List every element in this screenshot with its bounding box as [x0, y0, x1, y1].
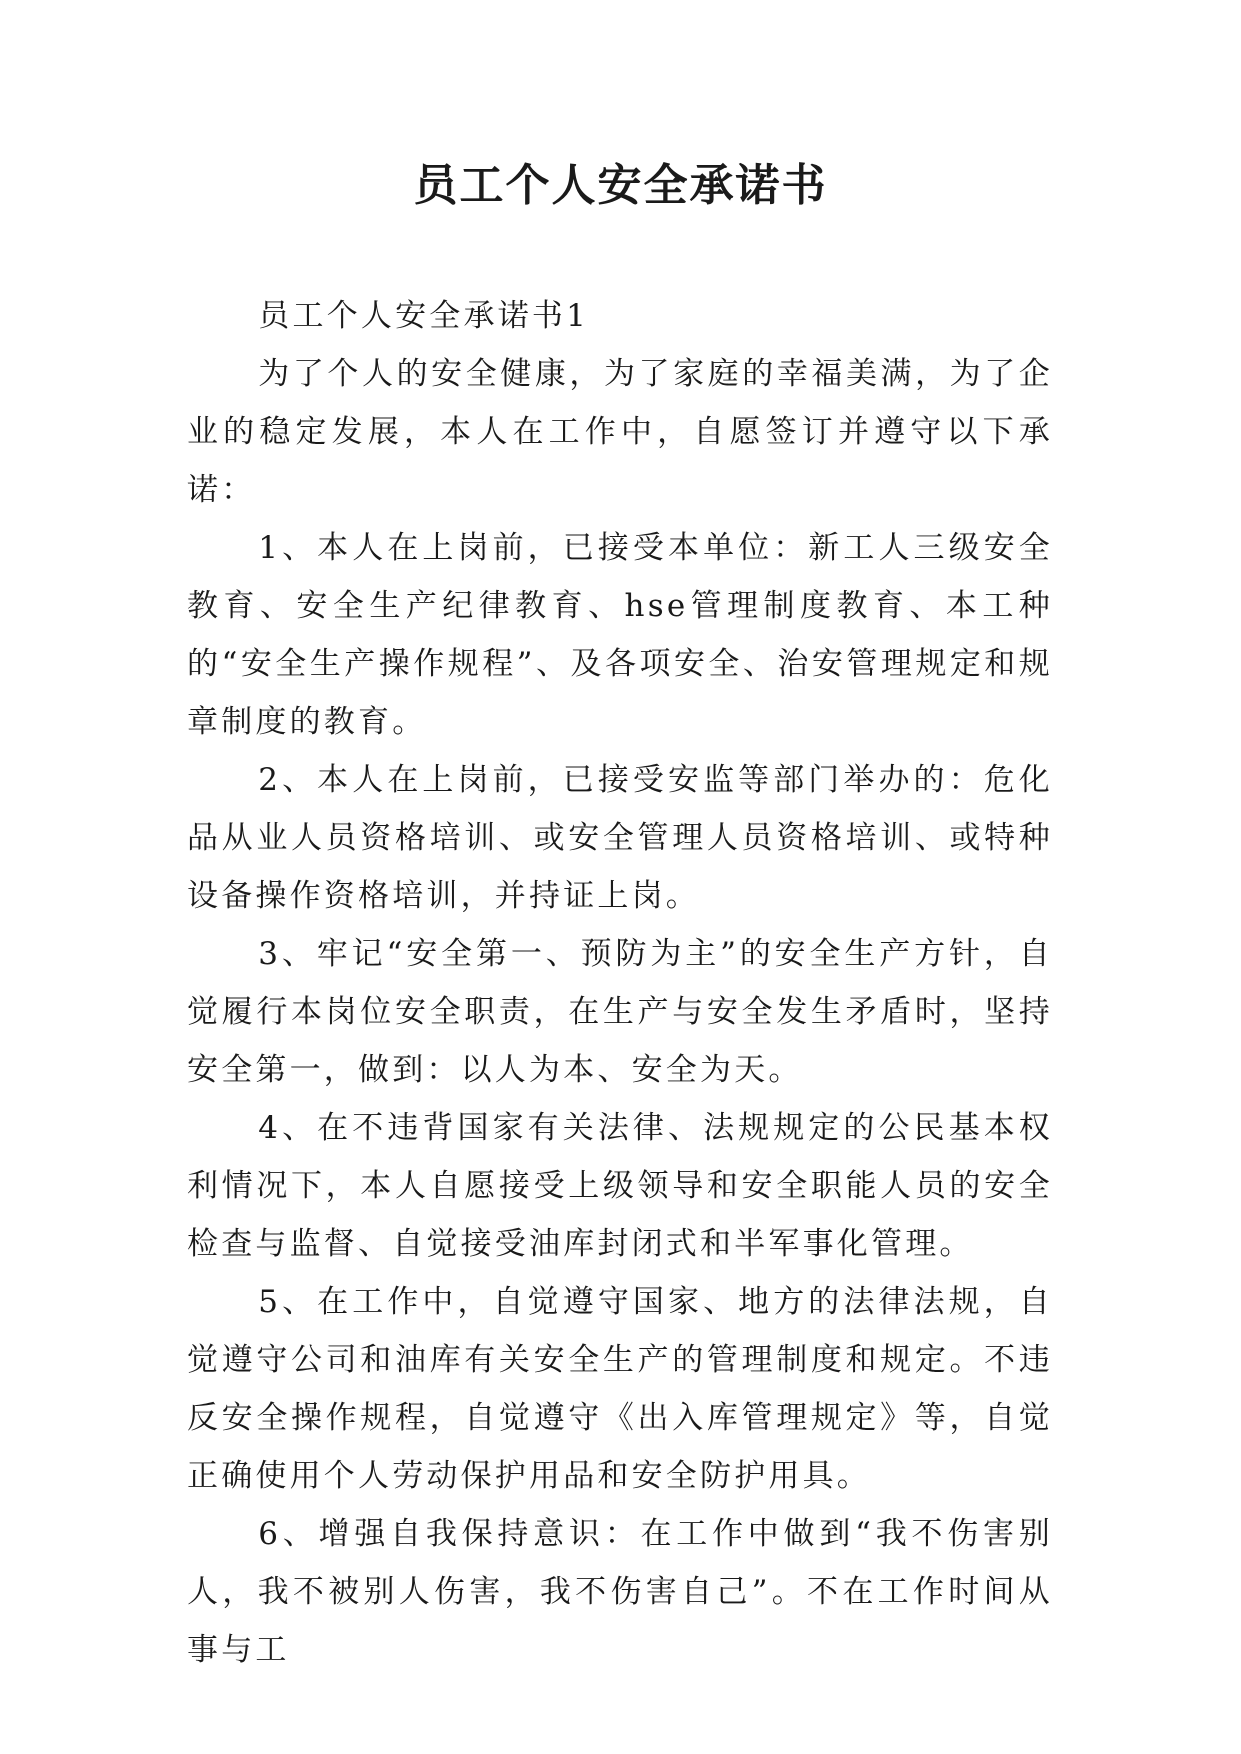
paragraph-item-1: 1、本人在上岗前，已接受本单位：新工人三级安全教育、安全生产纪律教育、hse管理制度教育、本工种的“安全生产操作规程”、及各项安全、治安管理规定和规章制度的教育。 [187, 530, 1053, 740]
paragraph-item-5: 5、在工作中，自觉遵守国家、地方的法律法规，自觉遵守公司和油库有关安全生产的管理制度和规定。不违反安全操作规程，自觉遵守《出入库管理规定》等，自觉正确使用个人劳动保护用品和安全防护用具。 [187, 1284, 1053, 1494]
paragraph-item-4: 4、在不违背国家有关法律、法规规定的公民基本权利情况下，本人自愿接受上级领导和安全职能人员的安全检查与监督、自觉接受油库封闭式和半军事化管理。 [187, 1110, 1053, 1262]
paragraph-intro: 为了个人的安全健康，为了家庭的幸福美满，为了企业的稳定发展，本人在工作中，自愿签订并遵守以下承诺： [187, 356, 1053, 508]
document-body [187, 287, 1053, 1679]
paragraph-item-2: 2、本人在上岗前，已接受安监等部门举办的：危化品从业人员资格培训、或安全管理人员资格培训、或特种设备操作资格培训，并持证上岗。 [187, 762, 1053, 914]
document-title: 员工个人安全承诺书 [413, 160, 828, 211]
paragraph-subtitle: 员工个人安全承诺书1 [258, 298, 590, 334]
paragraph-item-6: 6、增强自我保持意识：在工作中做到“我不伤害别人，我不被别人伤害，我不伤害自己”。不在工作时间从事与工 [187, 1516, 1053, 1668]
paragraph-item-3: 3、牢记“安全第一、预防为主”的安全生产方针，自觉履行本岗位安全职责，在生产与安全发生矛盾时，坚持安全第一，做到：以人为本、安全为天。 [187, 936, 1053, 1088]
